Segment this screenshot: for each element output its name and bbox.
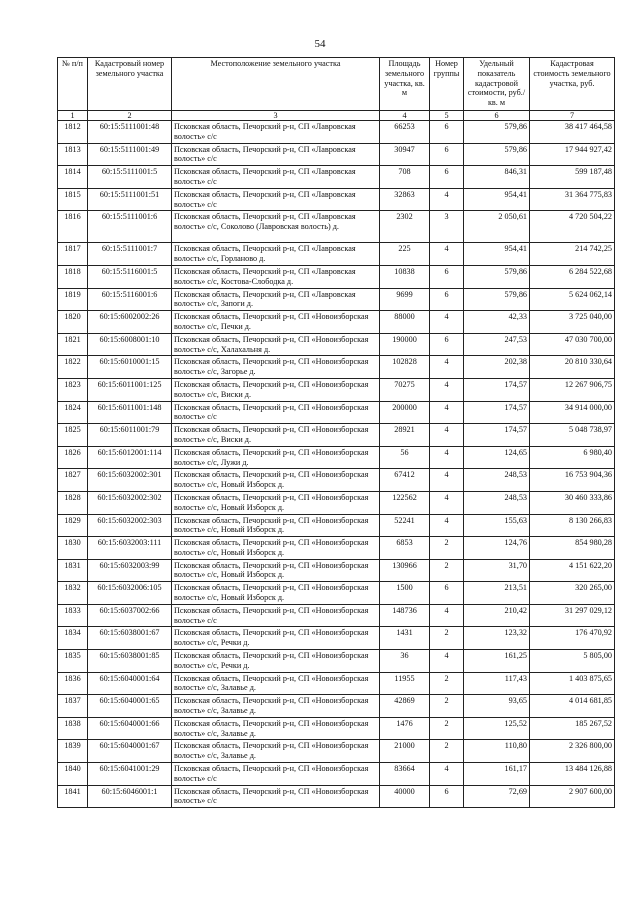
area: 52241 [380, 514, 430, 537]
row-number: 1833 [58, 604, 88, 627]
area: 2302 [380, 211, 430, 243]
cadastral-cost: 31 364 775,83 [530, 188, 615, 211]
group-number: 3 [430, 211, 464, 243]
group-number: 2 [430, 740, 464, 763]
location: Псковская область, Печорский р-н, СП «Новоизборская волость» с/с, Новый Изборск д. [172, 559, 380, 582]
unit-rate: 117,43 [464, 672, 530, 695]
row-number: 1832 [58, 582, 88, 605]
cadastral-cost: 5 805,00 [530, 650, 615, 673]
table-row [58, 311, 615, 334]
location: Псковская область, Печорский р-н, СП «Лавровская волость» с/с [172, 166, 380, 189]
cadastral-number: 60:15:6040001:67 [88, 740, 172, 763]
cadastral-cost: 5 048 738,97 [530, 424, 615, 447]
group-number: 2 [430, 695, 464, 718]
header-rate: Удельный показатель кадастровой стоимости, руб./кв. м [464, 58, 530, 111]
table-row [58, 537, 615, 560]
group-number: 2 [430, 717, 464, 740]
table-row [58, 785, 615, 808]
row-number: 1841 [58, 785, 88, 808]
unit-rate: 174,57 [464, 401, 530, 424]
column-index: 2 [88, 111, 172, 121]
location: Псковская область, Печорский р-н, СП «Новоизборская волость» с/с, Загорье д. [172, 356, 380, 379]
unit-rate: 248,53 [464, 469, 530, 492]
row-number: 1816 [58, 211, 88, 243]
table-row [58, 717, 615, 740]
unit-rate: 161,25 [464, 650, 530, 673]
cadastral-number: 60:15:6011001:148 [88, 401, 172, 424]
group-number: 4 [430, 763, 464, 786]
table-row [58, 333, 615, 356]
header-group: Номер группы [430, 58, 464, 111]
location: Псковская область, Печорский р-н, СП «Новоизборская волость» с/с, Залавье д. [172, 740, 380, 763]
table-row [58, 491, 615, 514]
unit-rate: 210,42 [464, 604, 530, 627]
area: 148736 [380, 604, 430, 627]
cadastral-cost: 4 014 681,85 [530, 695, 615, 718]
table-row [58, 188, 615, 211]
group-number: 6 [430, 288, 464, 311]
column-index: 1 [58, 111, 88, 121]
unit-rate: 124,65 [464, 446, 530, 469]
table-row [58, 401, 615, 424]
area: 30947 [380, 143, 430, 166]
cadastral-number: 60:15:6002002:26 [88, 311, 172, 334]
header-num: № п/п [58, 58, 88, 111]
group-number: 6 [430, 333, 464, 356]
cadastral-number: 60:15:6032006:105 [88, 582, 172, 605]
area: 122562 [380, 491, 430, 514]
location: Псковская область, Печорский р-н, СП «Новоизборская волость» с/с [172, 785, 380, 808]
location: Псковская область, Печорский р-н, СП «Лавровская волость» с/с [172, 143, 380, 166]
table-row [58, 672, 615, 695]
row-number: 1837 [58, 695, 88, 718]
area: 200000 [380, 401, 430, 424]
unit-rate: 125,52 [464, 717, 530, 740]
unit-rate: 72,69 [464, 785, 530, 808]
area: 42869 [380, 695, 430, 718]
unit-rate: 846,31 [464, 166, 530, 189]
cadastral-cost: 4 720 504,22 [530, 211, 615, 243]
table-row [58, 288, 615, 311]
column-index: 4 [380, 111, 430, 121]
location: Псковская область, Печорский р-н, СП «Новоизборская волость» с/с, Новый Изборск д. [172, 469, 380, 492]
group-number: 4 [430, 356, 464, 379]
cadastral-cost: 3 725 040,00 [530, 311, 615, 334]
cadastral-number: 60:15:6040001:66 [88, 717, 172, 740]
cadastral-number: 60:15:6011001:125 [88, 378, 172, 401]
table-row [58, 582, 615, 605]
area: 11955 [380, 672, 430, 695]
unit-rate: 174,57 [464, 424, 530, 447]
cadastral-number: 60:15:6032002:301 [88, 469, 172, 492]
cadastral-cost: 4 151 622,20 [530, 559, 615, 582]
cadastral-number: 60:15:5111001:6 [88, 211, 172, 243]
unit-rate: 579,86 [464, 265, 530, 288]
cadastral-cost: 176 470,92 [530, 627, 615, 650]
table-row [58, 469, 615, 492]
table-row [58, 356, 615, 379]
unit-rate: 161,17 [464, 763, 530, 786]
cadastral-number: 60:15:5111001:51 [88, 188, 172, 211]
location: Псковская область, Печорский р-н, СП «Лавровская волость» с/с [172, 121, 380, 144]
table-row [58, 604, 615, 627]
cadastral-number: 60:15:5111001:49 [88, 143, 172, 166]
unit-rate: 579,86 [464, 143, 530, 166]
unit-rate: 123,32 [464, 627, 530, 650]
group-number: 4 [430, 243, 464, 266]
area: 102828 [380, 356, 430, 379]
cadastral-number: 60:15:6040001:65 [88, 695, 172, 718]
unit-rate: 954,41 [464, 188, 530, 211]
group-number: 2 [430, 537, 464, 560]
area: 6853 [380, 537, 430, 560]
cadastral-number: 60:15:5116001:6 [88, 288, 172, 311]
location: Псковская область, Печорский р-н, СП «Новоизборская волость» с/с, Залавье д. [172, 695, 380, 718]
group-number: 4 [430, 401, 464, 424]
group-number: 2 [430, 559, 464, 582]
area: 36 [380, 650, 430, 673]
location: Псковская область, Печорский р-н, СП «Новоизборская волость» с/с, Лужи д. [172, 446, 380, 469]
cadastral-cost: 185 267,52 [530, 717, 615, 740]
cadastral-cost: 2 326 800,00 [530, 740, 615, 763]
row-number: 1823 [58, 378, 88, 401]
location: Псковская область, Печорский р-н, СП «Новоизборская волость» с/с [172, 604, 380, 627]
location: Псковская область, Печорский р-н, СП «Лавровская волость» с/с, Костова-Слободка д. [172, 265, 380, 288]
location: Псковская область, Печорский р-н, СП «Лавровская волость» с/с, Горланово д. [172, 243, 380, 266]
area: 21000 [380, 740, 430, 763]
unit-rate: 42,33 [464, 311, 530, 334]
area: 40000 [380, 785, 430, 808]
table-row [58, 446, 615, 469]
row-number: 1825 [58, 424, 88, 447]
cadastral-number: 60:15:6012001:114 [88, 446, 172, 469]
cadastral-cost: 6 980,40 [530, 446, 615, 469]
group-number: 6 [430, 121, 464, 144]
row-number: 1815 [58, 188, 88, 211]
area: 67412 [380, 469, 430, 492]
cadastral-number: 60:15:5111001:5 [88, 166, 172, 189]
cadastral-cost: 17 944 927,42 [530, 143, 615, 166]
group-number: 6 [430, 785, 464, 808]
cadastral-cost: 12 267 906,75 [530, 378, 615, 401]
table-row [58, 424, 615, 447]
area: 28921 [380, 424, 430, 447]
table-row [58, 514, 615, 537]
table-row [58, 243, 615, 266]
table-row [58, 378, 615, 401]
table-row [58, 166, 615, 189]
table-row [58, 763, 615, 786]
cadastral-cost: 20 810 330,64 [530, 356, 615, 379]
row-number: 1840 [58, 763, 88, 786]
table-header-row [58, 58, 615, 111]
row-number: 1812 [58, 121, 88, 144]
row-number: 1826 [58, 446, 88, 469]
table-row [58, 627, 615, 650]
row-number: 1836 [58, 672, 88, 695]
cadastral-cost: 31 297 029,12 [530, 604, 615, 627]
location: Псковская область, Печорский р-н, СП «Новоизборская волость» с/с, Халахальня д. [172, 333, 380, 356]
group-number: 6 [430, 265, 464, 288]
cadastral-cost: 47 030 700,00 [530, 333, 615, 356]
cadastral-number: 60:15:6032002:303 [88, 514, 172, 537]
cadastral-number: 60:15:6038001:85 [88, 650, 172, 673]
row-number: 1822 [58, 356, 88, 379]
column-index: 7 [530, 111, 615, 121]
row-number: 1824 [58, 401, 88, 424]
location: Псковская область, Печорский р-н, СП «Новоизборская волость» с/с, Виски д. [172, 424, 380, 447]
row-number: 1814 [58, 166, 88, 189]
cadastral-cost: 13 484 126,88 [530, 763, 615, 786]
header-area: Площадь земельного участка, кв. м [380, 58, 430, 111]
area: 1476 [380, 717, 430, 740]
location: Псковская область, Печорский р-н, СП «Новоизборская волость» с/с, Залавье д. [172, 672, 380, 695]
unit-rate: 93,65 [464, 695, 530, 718]
location: Псковская область, Печорский р-н, СП «Лавровская волость» с/с, Соколово (Лавровская волость) д. [172, 211, 380, 243]
cadastral-number: 60:15:6037002:66 [88, 604, 172, 627]
unit-rate: 248,53 [464, 491, 530, 514]
cadastral-cost: 38 417 464,58 [530, 121, 615, 144]
group-number: 6 [430, 166, 464, 189]
column-index: 3 [172, 111, 380, 121]
table-body [58, 121, 615, 808]
group-number: 4 [430, 469, 464, 492]
group-number: 4 [430, 424, 464, 447]
row-number: 1813 [58, 143, 88, 166]
row-number: 1828 [58, 491, 88, 514]
header-cadastral: Кадастровый номер земельного участка [88, 58, 172, 111]
cadastral-number: 60:15:6038001:67 [88, 627, 172, 650]
row-number: 1818 [58, 265, 88, 288]
column-index: 6 [464, 111, 530, 121]
location: Псковская область, Печорский р-н, СП «Лавровская волость» с/с [172, 188, 380, 211]
area: 66253 [380, 121, 430, 144]
table-row [58, 740, 615, 763]
cadastral-number: 60:15:6032002:302 [88, 491, 172, 514]
location: Псковская область, Печорский р-н, СП «Новоизборская волость» с/с, Новый Изборск д. [172, 514, 380, 537]
cadastral-number: 60:15:6032003:111 [88, 537, 172, 560]
unit-rate: 213,51 [464, 582, 530, 605]
unit-rate: 579,86 [464, 288, 530, 311]
cadastral-cost: 8 130 266,83 [530, 514, 615, 537]
row-number: 1817 [58, 243, 88, 266]
table-row [58, 143, 615, 166]
area: 1431 [380, 627, 430, 650]
cadastral-number: 60:15:6011001:79 [88, 424, 172, 447]
row-number: 1831 [58, 559, 88, 582]
group-number: 4 [430, 650, 464, 673]
cadastral-cost: 1 403 875,65 [530, 672, 615, 695]
cadastral-number: 60:15:6041001:29 [88, 763, 172, 786]
row-number: 1821 [58, 333, 88, 356]
row-number: 1827 [58, 469, 88, 492]
area: 56 [380, 446, 430, 469]
table-row [58, 650, 615, 673]
unit-rate: 124,76 [464, 537, 530, 560]
area: 70275 [380, 378, 430, 401]
row-number: 1830 [58, 537, 88, 560]
cadastral-cost: 214 742,25 [530, 243, 615, 266]
unit-rate: 954,41 [464, 243, 530, 266]
group-number: 4 [430, 446, 464, 469]
column-index-row [58, 111, 615, 121]
group-number: 4 [430, 188, 464, 211]
group-number: 4 [430, 311, 464, 334]
cadastral-table [57, 57, 615, 808]
cadastral-number: 60:15:6046001:1 [88, 785, 172, 808]
unit-rate: 579,86 [464, 121, 530, 144]
cadastral-cost: 854 980,28 [530, 537, 615, 560]
area: 88000 [380, 311, 430, 334]
header-cost: Кадастровая стоимость земельного участка, руб. [530, 58, 615, 111]
area: 1500 [380, 582, 430, 605]
location: Псковская область, Печорский р-н, СП «Новоизборская волость» с/с, Виски д. [172, 378, 380, 401]
area: 9699 [380, 288, 430, 311]
cadastral-number: 60:15:6032003:99 [88, 559, 172, 582]
area: 32863 [380, 188, 430, 211]
row-number: 1838 [58, 717, 88, 740]
area: 708 [380, 166, 430, 189]
group-number: 4 [430, 514, 464, 537]
location: Псковская область, Печорский р-н, СП «Новоизборская волость» с/с, Новый Изборск д. [172, 491, 380, 514]
row-number: 1835 [58, 650, 88, 673]
location: Псковская область, Печорский р-н, СП «Новоизборская волость» с/с, Залавье д. [172, 717, 380, 740]
row-number: 1829 [58, 514, 88, 537]
cadastral-number: 60:15:5111001:48 [88, 121, 172, 144]
group-number: 6 [430, 582, 464, 605]
unit-rate: 202,38 [464, 356, 530, 379]
cadastral-cost: 30 460 333,86 [530, 491, 615, 514]
row-number: 1819 [58, 288, 88, 311]
column-index: 5 [430, 111, 464, 121]
area: 83664 [380, 763, 430, 786]
row-number: 1839 [58, 740, 88, 763]
cadastral-cost: 5 624 062,14 [530, 288, 615, 311]
row-number: 1834 [58, 627, 88, 650]
cadastral-number: 60:15:6040001:64 [88, 672, 172, 695]
table-row [58, 211, 615, 243]
unit-rate: 247,53 [464, 333, 530, 356]
area: 190000 [380, 333, 430, 356]
area: 10838 [380, 265, 430, 288]
group-number: 6 [430, 143, 464, 166]
table-row [58, 265, 615, 288]
group-number: 4 [430, 378, 464, 401]
table-row [58, 695, 615, 718]
location: Псковская область, Печорский р-н, СП «Новоизборская волость» с/с [172, 763, 380, 786]
location: Псковская область, Печорский р-н, СП «Новоизборская волость» с/с, Речки д. [172, 650, 380, 673]
group-number: 2 [430, 627, 464, 650]
unit-rate: 155,63 [464, 514, 530, 537]
location: Псковская область, Печорский р-н, СП «Новоизборская волость» с/с [172, 401, 380, 424]
group-number: 4 [430, 491, 464, 514]
unit-rate: 110,80 [464, 740, 530, 763]
cadastral-number: 60:15:5111001:7 [88, 243, 172, 266]
table-row [58, 559, 615, 582]
location: Псковская область, Печорский р-н, СП «Новоизборская волость» с/с, Печки д. [172, 311, 380, 334]
table-row [58, 121, 615, 144]
cadastral-cost: 16 753 904,36 [530, 469, 615, 492]
area: 225 [380, 243, 430, 266]
location: Псковская область, Печорский р-н, СП «Новоизборская волость» с/с, Новый Изборск д. [172, 582, 380, 605]
unit-rate: 31,70 [464, 559, 530, 582]
page-number: 54 [314, 38, 326, 50]
cadastral-cost: 34 914 000,00 [530, 401, 615, 424]
unit-rate: 2 050,61 [464, 211, 530, 243]
cadastral-cost: 6 284 522,68 [530, 265, 615, 288]
row-number: 1820 [58, 311, 88, 334]
cadastral-cost: 2 907 600,00 [530, 785, 615, 808]
group-number: 2 [430, 672, 464, 695]
cadastral-number: 60:15:6010001:15 [88, 356, 172, 379]
location: Псковская область, Печорский р-н, СП «Новоизборская волость» с/с, Новый Изборск д. [172, 537, 380, 560]
cadastral-cost: 599 187,48 [530, 166, 615, 189]
header-location: Местоположение земельного участка [172, 58, 380, 111]
cadastral-cost: 320 265,00 [530, 582, 615, 605]
group-number: 4 [430, 604, 464, 627]
unit-rate: 174,57 [464, 378, 530, 401]
area: 130966 [380, 559, 430, 582]
location: Псковская область, Печорский р-н, СП «Лавровская волость» с/с, Запоги д. [172, 288, 380, 311]
cadastral-number: 60:15:5116001:5 [88, 265, 172, 288]
location: Псковская область, Печорский р-н, СП «Новоизборская волость» с/с, Речки д. [172, 627, 380, 650]
cadastral-number: 60:15:6008001:10 [88, 333, 172, 356]
